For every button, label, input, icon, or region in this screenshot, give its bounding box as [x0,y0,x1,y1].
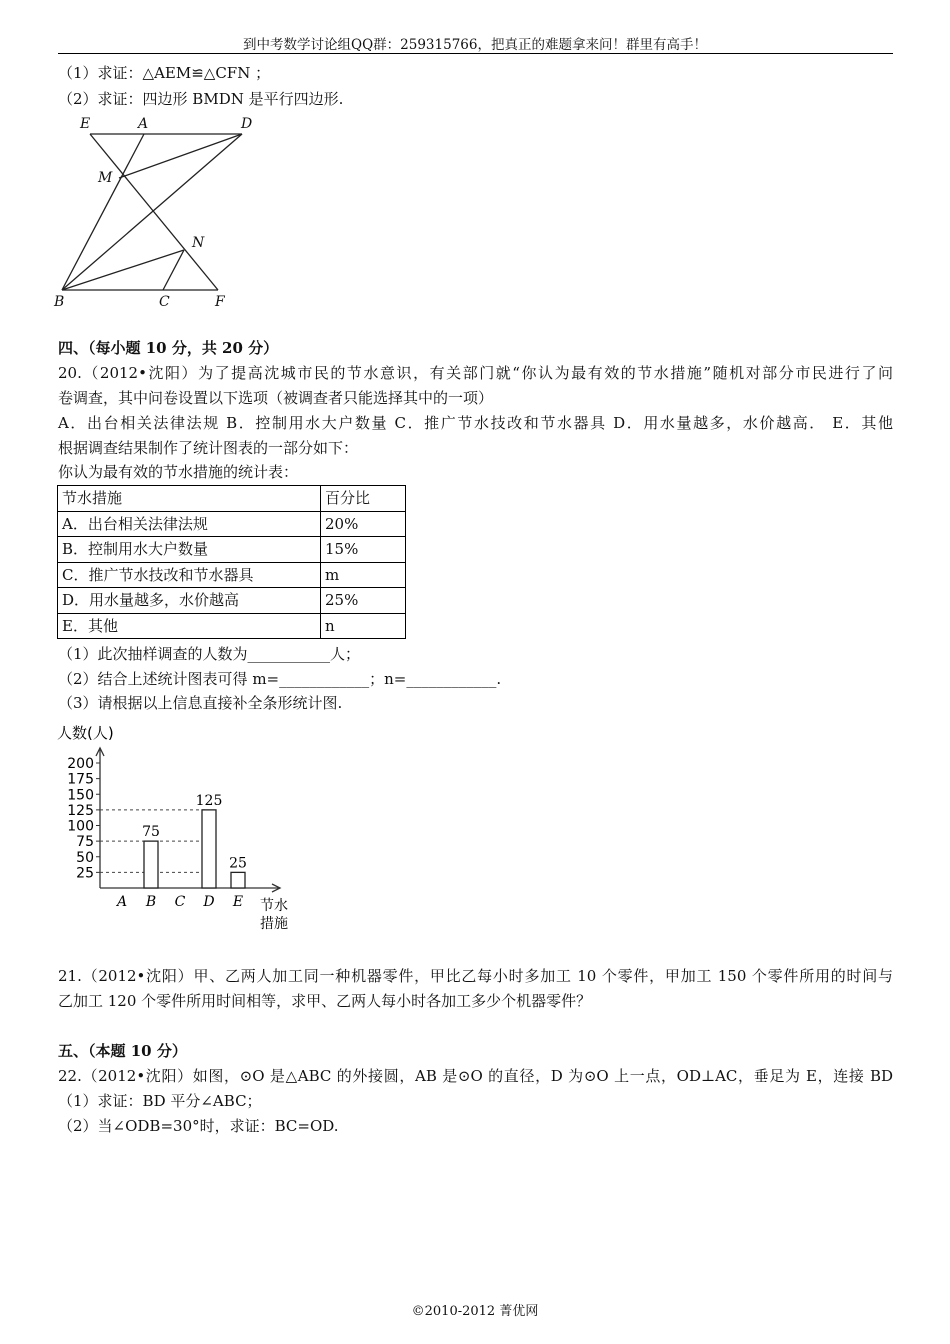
table-cell: A．出台相关法律法规 [58,511,321,537]
label-B: B [54,294,65,310]
table-cell: 25% [321,588,406,614]
table-caption: 你认为最有效的节水措施的统计表： [58,463,299,481]
table-header-cell: 节水措施 [58,486,321,512]
x-tick-label: B [145,894,157,910]
table-cell: B．控制用水大户数量 [58,537,321,563]
seg-MD [119,134,242,178]
y-tick-label: 175 [67,771,94,788]
page-footer: ©2010-2012 菁优网 [411,1304,539,1319]
seg-EF [90,134,218,290]
table-header-row [58,486,406,512]
q22-line1: 22.（2012•沈阳）如图，⊙O 是△ABC 的外接圆，AB 是⊙O 的直径，D 为⊙O 上一点，OD⊥AC，垂足为 E，连接 BD [58,1067,893,1085]
bar-data-label: 25 [229,855,247,872]
label-E: E [80,116,91,132]
q20-line2: 卷调查，其中问卷设置以下选项（被调查者只能选择其中的一项） [58,389,494,407]
table-cell: E．其他 [58,613,321,639]
table-cell: n [321,613,406,639]
x-tick-label: E [232,894,244,910]
answer-blank: ___________ [247,645,331,663]
table-cell: C．推广节水技改和节水器具 [58,562,321,588]
table-header-cell: 百分比 [321,486,406,512]
table-row [58,613,406,639]
label-F: F [215,294,225,310]
bar [144,841,158,888]
q22-part1: （1）求证：BD 平分∠ABC； [58,1092,262,1110]
q20-options: A．出台相关法律法规 B．控制用水大户数量 C．推广节水技改和节水器具 D．用水量越多，水价越高． E．其他 [58,414,893,432]
seg-BD [62,134,242,290]
y-tick-label: 150 [67,787,94,804]
label-D: D [241,116,253,132]
q20-sub1-unit: 人； [330,645,361,663]
bar-data-label: 125 [195,792,223,809]
table-cell: m [321,562,406,588]
table-row [58,511,406,537]
label-A: A [138,116,149,132]
page-header: 到中考数学讨论组QQ群：259315766，把真正的难题拿来问！群里有高手！ [243,37,707,53]
answer-blank: ____________ [406,670,497,688]
q20-sub1 [58,643,360,665]
bar-data-label: 75 [142,824,160,841]
q20-line1: 20.（2012•沈阳）为了提高沈城市民的节水意识，有关部门就“你认为最有效的节水措施”随机对部分市民进行了问 [58,364,893,382]
q20-sub2-mid: ；n= [369,670,407,688]
section-4-title: 四、（每小题 10 分，共 20 分） [58,339,279,357]
x-tick-label: D [203,894,215,910]
y-tick-label: 100 [67,818,94,835]
x-axis-label: 节水 [260,898,288,914]
table-row [58,562,406,588]
y-tick-label: 50 [76,849,94,866]
bar [202,810,216,888]
section-5-title: 五、（本题 10 分） [58,1042,187,1060]
bar [231,872,245,888]
label-M: M [98,170,113,186]
q20-sub2-end: . [496,670,502,688]
table-cell: D．用水量越多，水价越高 [58,588,321,614]
q21-line2: 乙加工 120 个零件所用时间相等，求甲、乙两人每小时各加工多少个机器零件？ [58,992,592,1010]
y-tick-label: 125 [67,802,94,819]
answer-blank: ____________ [279,670,370,688]
parallelogram-figure [50,110,280,310]
table-cell: 15% [321,537,406,563]
table-cell: 20% [321,511,406,537]
q19-part2: （2）求证：四边形 BMDN 是平行四边形. [58,90,344,108]
q21-line1: 21.（2012•沈阳）甲、乙两人加工同一种机器零件，甲比乙每小时多加工 10 个零件，甲加工 150 个零件所用的时间与 [58,967,893,985]
y-tick-label: 200 [67,756,94,772]
x-axis-label: 措施 [260,916,288,932]
stats-table [57,485,406,639]
q22-part2: （2）当∠ODB=30°时，求证：BC=OD. [58,1117,339,1135]
y-tick-label: 25 [76,865,94,882]
x-tick-label: A [116,894,128,910]
q19-part1: （1）求证：△AEM≌△CFN ； [58,64,271,82]
q20-sub3: （3）请根据以上信息直接补全条形统计图. [58,694,343,712]
q20-line4: 根据调查结果制作了统计图表的一部分如下： [58,439,359,457]
bar-chart [55,720,305,940]
label-N: N [192,235,205,251]
q20-sub1-text: （1）此次抽样调查的人数为 [58,645,248,663]
table-row [58,537,406,563]
y-tick-label: 75 [76,834,94,851]
label-C: C [159,294,170,310]
y-axis-label: 人数(人) [57,724,114,742]
q20-sub2-text: （2）结合上述统计图表可得 m= [58,670,280,688]
header-divider [58,53,893,54]
table-row [58,588,406,614]
x-tick-label: C [174,894,186,910]
q20-sub2 [58,668,501,690]
